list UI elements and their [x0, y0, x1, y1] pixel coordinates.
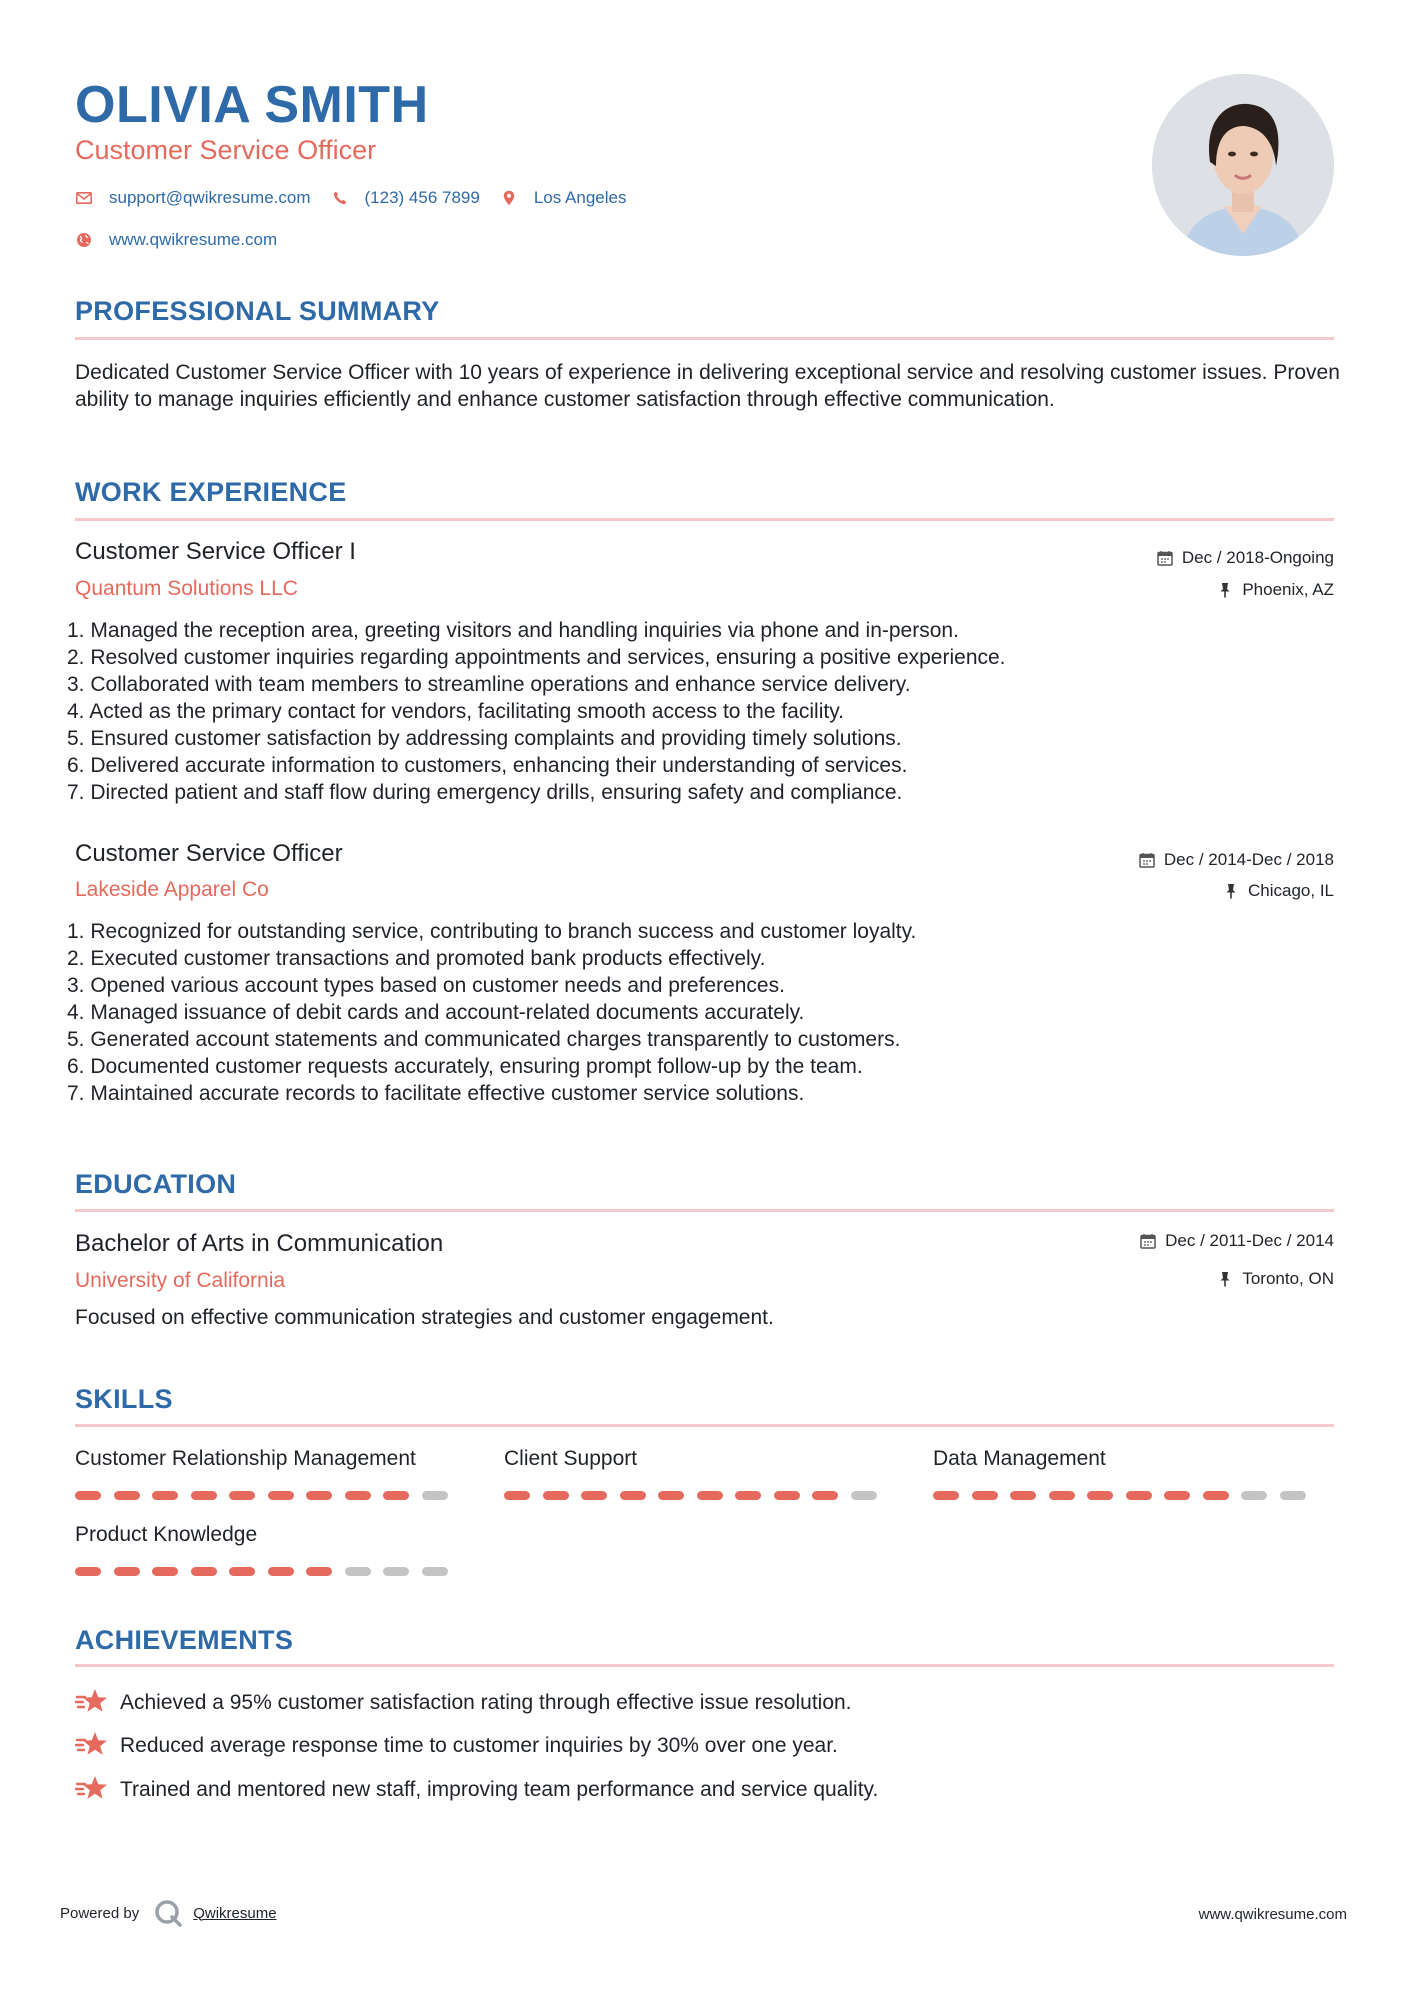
- skill-segment-empty: [1241, 1491, 1267, 1500]
- skill-segment-filled: [152, 1567, 178, 1576]
- job-bullet-list: [67, 617, 1006, 806]
- skill-segment-filled: [229, 1491, 255, 1500]
- envelope-icon: [75, 189, 93, 207]
- skill-name: Product Knowledge: [75, 1523, 258, 1546]
- section-divider: [75, 1664, 1334, 1667]
- skill-item: [75, 1446, 465, 1472]
- powered-by-label: Powered by: [60, 1904, 140, 1922]
- job-bullet: 1. Recognized for outstanding service, contributing to branch success and customer loyalty.: [67, 920, 917, 943]
- skill-name: Client Support: [504, 1447, 638, 1470]
- pushpin-icon: [1217, 1271, 1233, 1287]
- achievement-item: [75, 1686, 852, 1718]
- job-title: Customer Service Officer: [75, 840, 343, 867]
- job-dates: [1139, 849, 1334, 871]
- skill-name: Data Management: [933, 1447, 1106, 1470]
- website-link[interactable]: www.qwikresume.com: [109, 230, 278, 249]
- skill-segment-filled: [933, 1491, 959, 1500]
- globe-icon: [75, 231, 93, 249]
- company-name: Quantum Solutions LLC: [75, 577, 298, 600]
- job-bullet: 6. Documented customer requests accurately, ensuring prompt follow-up by the team.: [67, 1055, 863, 1078]
- skill-segment-filled: [620, 1491, 646, 1500]
- calendar-icon: [1139, 852, 1155, 868]
- experience-heading: WORK EXPERIENCE: [75, 477, 347, 507]
- section-divider: [75, 518, 1334, 521]
- job-bullet: 6. Delivered accurate information to customers, enhancing their understanding of services.: [67, 754, 908, 777]
- qwikresume-logo-icon: [153, 1898, 183, 1928]
- location-text: Los Angeles: [533, 188, 627, 207]
- skill-segment-empty: [422, 1491, 448, 1500]
- education-heading: EDUCATION: [75, 1169, 237, 1199]
- skill-segment-filled: [229, 1567, 255, 1576]
- skill-segment-filled: [114, 1567, 140, 1576]
- skill-segment-filled: [383, 1491, 409, 1500]
- candidate-name: OLIVIA SMITH: [75, 76, 429, 134]
- job-bullet: 4. Managed issuance of debit cards and account-related documents accurately.: [67, 1001, 805, 1024]
- job-title: Customer Service Officer I: [75, 538, 356, 565]
- job-location-text: Phoenix, AZ: [1242, 580, 1334, 599]
- skill-segment-empty: [383, 1567, 409, 1576]
- summary-text: Dedicated Customer Service Officer with 10 years of experience in delivering exceptional service and resolving customer issues. Proven ability to manage inquiries efficiently and enhance customer satisfaction through effective communication.: [75, 361, 1340, 411]
- job-dates: [1157, 547, 1334, 569]
- company-name: Lakeside Apparel Co: [75, 878, 269, 901]
- job-bullet: 3. Opened various account types based on customer needs and preferences.: [67, 974, 785, 997]
- job-bullet: 1. Managed the reception area, greeting visitors and handling inquiries via phone and in-person.: [67, 619, 959, 642]
- achievement-item: [75, 1773, 878, 1805]
- skill-segment-filled: [191, 1491, 217, 1500]
- job-bullet-list: [67, 918, 916, 1107]
- footer-site-link[interactable]: www.qwikresume.com: [1198, 1906, 1347, 1923]
- calendar-icon: [1140, 1233, 1156, 1249]
- education-dates: [1140, 1230, 1334, 1252]
- job-dates-text: Dec / 2018-Ongoing: [1181, 548, 1334, 567]
- education-dates-text: Dec / 2011-Dec / 2014: [1165, 1231, 1334, 1250]
- job-location: [1223, 880, 1334, 902]
- skill-segment-filled: [581, 1491, 607, 1500]
- degree-title: Bachelor of Arts in Communication: [75, 1230, 444, 1257]
- section-divider: [75, 1424, 1334, 1427]
- skill-segment-filled: [114, 1491, 140, 1500]
- skill-segment-empty: [1280, 1491, 1306, 1500]
- job-bullet: 2. Resolved customer inquiries regarding appointments and services, ensuring a positive experience.: [67, 646, 1006, 669]
- contact-row-website: [75, 228, 297, 252]
- achievement-item: [75, 1729, 838, 1761]
- skill-item: [504, 1446, 894, 1472]
- skill-segment-filled: [345, 1491, 371, 1500]
- candidate-title: Customer Service Officer: [75, 135, 377, 165]
- skill-segment-filled: [1087, 1491, 1113, 1500]
- skills-heading: SKILLS: [75, 1384, 173, 1414]
- pushpin-icon: [1217, 582, 1233, 598]
- skill-segment-filled: [1010, 1491, 1036, 1500]
- star-icon: [75, 1730, 109, 1760]
- skill-segment-filled: [152, 1491, 178, 1500]
- skill-segment-filled: [972, 1491, 998, 1500]
- skill-segment-filled: [735, 1491, 761, 1500]
- skill-segment-filled: [543, 1491, 569, 1500]
- footer-powered-by: [60, 1898, 277, 1928]
- school-name: University of California: [75, 1269, 286, 1292]
- skill-segment-filled: [1203, 1491, 1229, 1500]
- achievement-text: Trained and mentored new staff, improving team performance and service quality.: [120, 1777, 879, 1801]
- job-dates-text: Dec / 2014-Dec / 2018: [1163, 850, 1334, 869]
- skill-item: [933, 1446, 1323, 1472]
- skill-segment-empty: [851, 1491, 877, 1500]
- job-bullet: 2. Executed customer transactions and promoted bank products effectively.: [67, 947, 766, 970]
- star-icon: [75, 1687, 109, 1717]
- calendar-icon: [1157, 550, 1173, 566]
- skill-segment-filled: [504, 1491, 530, 1500]
- skill-segment-filled: [812, 1491, 838, 1500]
- skill-name: Customer Relationship Management: [75, 1447, 416, 1470]
- skill-segment-filled: [306, 1491, 332, 1500]
- pushpin-icon: [1223, 883, 1239, 899]
- skill-segment-filled: [774, 1491, 800, 1500]
- skill-segment-filled: [306, 1567, 332, 1576]
- skill-segment-filled: [1049, 1491, 1075, 1500]
- phone-number[interactable]: (123) 456 7899: [364, 188, 480, 207]
- achievements-heading: ACHIEVEMENTS: [75, 1625, 294, 1655]
- phone-icon: [331, 189, 349, 207]
- education-description: Focused on effective communication strategies and customer engagement.: [75, 1306, 774, 1329]
- job-bullet: 4. Acted as the primary contact for vendors, facilitating smooth access to the facility.: [67, 700, 844, 723]
- education-location-text: Toronto, ON: [1242, 1269, 1334, 1288]
- skill-segment-filled: [268, 1491, 294, 1500]
- job-bullet: 3. Collaborated with team members to streamline operations and enhance service delivery.: [67, 673, 911, 696]
- skill-segment-filled: [658, 1491, 684, 1500]
- skill-segment-filled: [75, 1491, 101, 1500]
- skill-segment-empty: [422, 1567, 448, 1576]
- job-bullet: 5. Ensured customer satisfaction by addressing complaints and providing timely solutions.: [67, 727, 902, 750]
- job-location: [1217, 579, 1334, 601]
- skill-item: [75, 1522, 465, 1548]
- job-bullet: 7. Maintained accurate records to facilitate effective customer service solutions.: [67, 1082, 805, 1105]
- skill-segment-filled: [191, 1567, 217, 1576]
- star-icon: [75, 1774, 109, 1804]
- job-location-text: Chicago, IL: [1248, 881, 1334, 900]
- skill-segment-filled: [1164, 1491, 1190, 1500]
- summary-heading: PROFESSIONAL SUMMARY: [75, 296, 440, 326]
- skill-segment-filled: [75, 1567, 101, 1576]
- map-pin-icon: [500, 189, 518, 207]
- skill-segment-filled: [268, 1567, 294, 1576]
- achievement-text: Reduced average response time to customer inquiries by 30% over one year.: [120, 1733, 838, 1757]
- email-link[interactable]: support@qwikresume.com: [109, 188, 311, 207]
- achievement-text: Achieved a 95% customer satisfaction rating through effective issue resolution.: [120, 1690, 852, 1714]
- section-divider: [75, 1209, 1334, 1212]
- profile-portrait-illustration: [1152, 74, 1334, 256]
- qwikresume-brand-link[interactable]: Qwikresume: [193, 1904, 277, 1922]
- section-divider: [75, 337, 1334, 340]
- skill-segment-filled: [1126, 1491, 1152, 1500]
- skill-segment-empty: [345, 1567, 371, 1576]
- education-location: [1217, 1268, 1334, 1290]
- skill-segment-filled: [697, 1491, 723, 1500]
- job-bullet: 5. Generated account statements and communicated charges transparently to customers.: [67, 1028, 901, 1051]
- job-bullet: 7. Directed patient and staff flow during emergency drills, ensuring safety and compliance.: [67, 781, 903, 804]
- profile-photo: [1152, 74, 1334, 256]
- contact-row-primary: [75, 186, 646, 210]
